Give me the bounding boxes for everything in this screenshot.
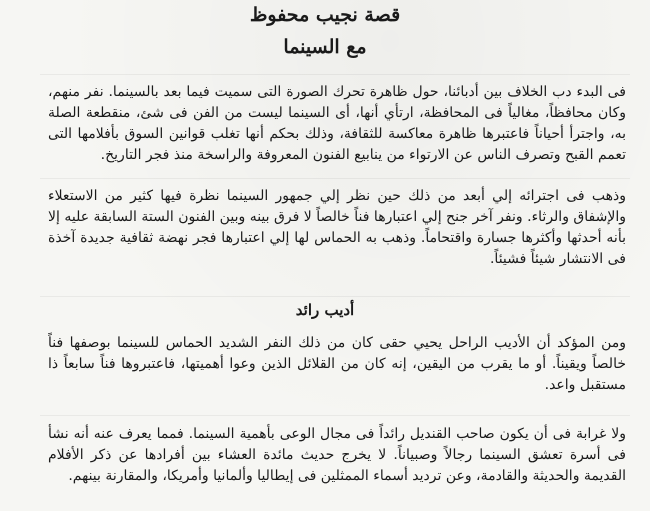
article-subtitle: مع السينما [283,36,367,58]
article-title: قصة نجيب محفوظ [249,4,401,26]
paragraph-3: ومن المؤكد أن الأديب الراحل يحيي حقى كان من ذلك النفر الشديد الحماس للسينما بوصفها فناً خالصاً ويقيناً. أو ما يقرب من اليقين، إنه كان من القلائل الذين وعوا أهميتها، فاعتبروها فناً سابعاً ذا مستقبل واعد. [48,335,626,393]
show-through-line [40,296,630,297]
paragraph-1: فى البدء دب الخلاف بين أدبائنا، حول ظاهرة تحرك الصورة التى سميت فيما بعد بالسينما. نفر منهم، وكان محافظاً، مغالياً فى المحافظة، ارتأي أنها، أى السينما ليست من الفن فى شئ، منقطعة الصلة به، واجترأ أحياناً فاعتبرها ظاهرة معاكسة للثقافة، وذلك بحكم أنها تغلب قوانين السوق بأفلامها التى تعمم القبح وتصرف الناس عن الارتواء من ينابيع الفنون المعروفة والراسخة منذ فجر التاريخ. [48,84,626,163]
show-through-line [40,74,630,75]
show-through-line [40,178,630,179]
paragraph-4: ولا غرابة فى أن يكون صاحب القنديل رائداً فى مجال الوعى بأهمية السينما. فمما يعرف عنه أنه نشأ فى أسرة تعشق السينما رجالاً وصبياناً. لا يخرج حديث مائدة العشاء بين أفرادها عن ذكر الأفلام القديمة والحديثة والقادمة، وعن ترديد أسماء الممثلين فى إيطاليا وألمانيا وأمريكا، والمقارنة بينهم. [48,426,626,484]
paragraph-2: وذهب فى اجترائه إلي أبعد من ذلك حين نظر إلي جمهور السينما نظرة فيها كثير من الاستعلاء والإشفاق والرثاء. ونفر آخر جنح إلي اعتبارها فناً خالصاً لا فرق بينه وبين الفنون الستة السابقة عليه إلا بأنه أحدثها وأكثرها جسارة واقتحاماً. وذهب به الحماس لها إلي اعتبارها فجر نهضة ثقافية جديدة آخذة فى الانتشار شيئاً فشيئاً. [48,188,626,267]
show-through-line [40,415,630,416]
section-heading: أديب رائد [295,301,355,319]
